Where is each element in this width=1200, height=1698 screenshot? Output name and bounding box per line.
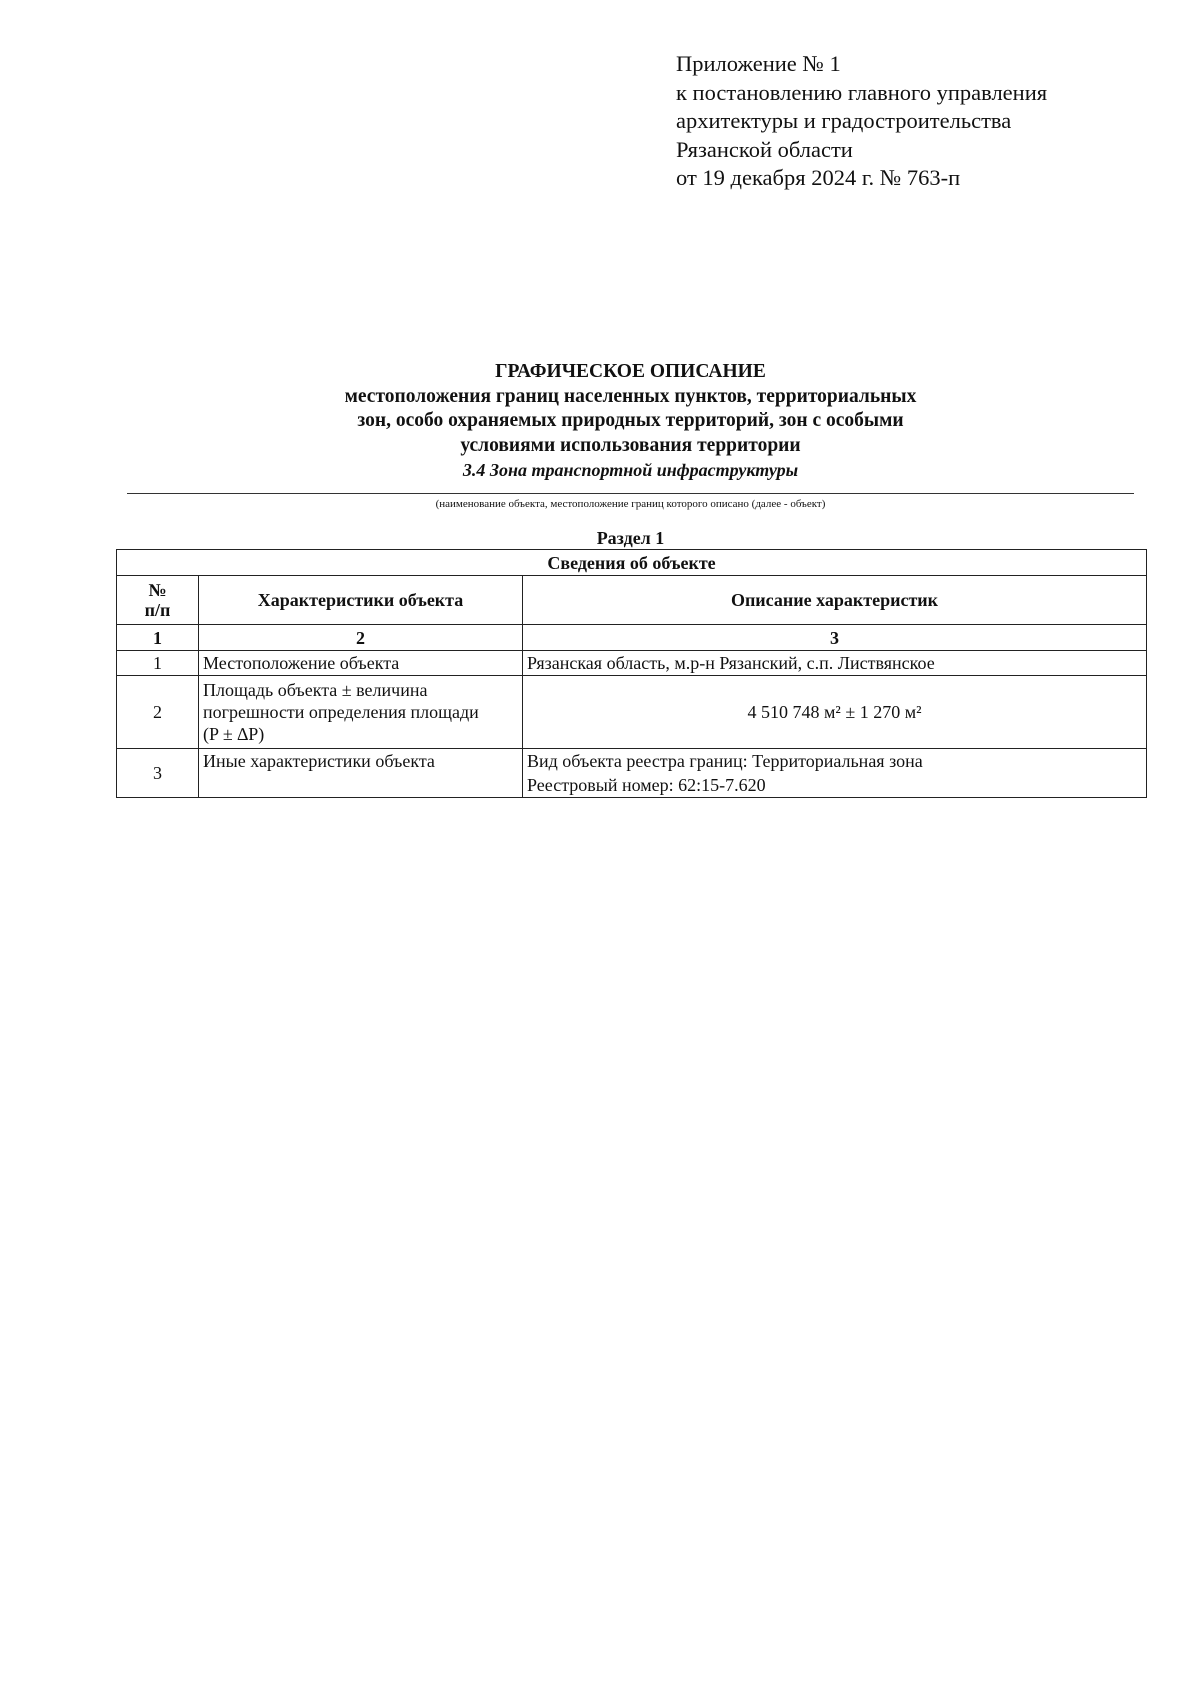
row-characteristic xyxy=(199,651,523,676)
table-caption-row xyxy=(117,550,1147,576)
row-characteristic xyxy=(199,749,523,798)
document-title: ГРАФИЧЕСКОЕ ОПИСАНИЕ xyxy=(495,361,766,382)
header-characteristic: Характеристики объекта xyxy=(199,576,523,625)
object-info-table xyxy=(116,549,1147,798)
characteristic-line: Местоположение объекта xyxy=(203,653,400,673)
row-description xyxy=(523,676,1147,749)
description-line: Реестровый номер: 62:15-7.620 xyxy=(527,775,766,795)
section-title: Раздел 1 xyxy=(596,528,665,548)
table-row xyxy=(117,676,1147,749)
row-description xyxy=(523,749,1147,798)
appendix-line: к постановлению главного управления xyxy=(676,79,1048,105)
document-heading xyxy=(127,360,1134,482)
table-caption: Сведения об объекте xyxy=(117,550,1147,576)
characteristic-line: Площадь объекта ± величина xyxy=(203,680,428,700)
header-number xyxy=(117,576,199,625)
appendix-block xyxy=(676,50,1047,193)
row-description xyxy=(523,651,1147,676)
appendix-line: архитектуры и градостроительства xyxy=(676,108,1012,133)
row-number: 1 xyxy=(117,651,199,676)
row-number: 2 xyxy=(117,676,199,749)
row-characteristic xyxy=(199,676,523,749)
header-description: Описание характеристик xyxy=(523,576,1147,625)
characteristic-line: погрешности определения площади xyxy=(203,702,479,722)
table-row xyxy=(117,651,1147,676)
object-name: 3.4 Зона транспортной инфраструктуры xyxy=(462,460,799,480)
header-number-line: № xyxy=(148,580,167,600)
table-row xyxy=(117,749,1147,798)
characteristic-line: (P ± ∆P) xyxy=(203,724,265,744)
column-number: 2 xyxy=(199,625,523,651)
column-number-row xyxy=(117,625,1147,651)
description-line: Рязанская область, м.р-н Рязанский, с.п. Листвянское xyxy=(527,653,935,673)
document-subtitle xyxy=(127,385,1134,459)
header-number-line: п/п xyxy=(144,600,171,620)
column-number: 3 xyxy=(523,625,1147,651)
row-number: 3 xyxy=(117,749,199,798)
subtitle-line: условиями использования территории xyxy=(460,434,801,456)
object-name-underline xyxy=(127,493,1134,494)
characteristic-line: Иные характеристики объекта xyxy=(203,751,435,771)
appendix-line: Рязанской области xyxy=(676,136,853,162)
appendix-line: Приложение № 1 xyxy=(676,51,841,76)
column-number: 1 xyxy=(117,625,199,651)
description-line: 4 510 748 м² ± 1 270 м² xyxy=(747,702,922,722)
subtitle-line: зон, особо охраняемых природных территорий, зон с особыми xyxy=(357,410,904,431)
description-line: Вид объекта реестра границ: Территориальная зона xyxy=(527,751,923,771)
object-caption: (наименование объекта, местоположение границ которого описано (далее - объект) xyxy=(435,498,826,510)
subtitle-line: местоположения границ населенных пунктов, территориальных xyxy=(344,385,917,407)
appendix-line: от 19 декабря 2024 г. № 763-п xyxy=(676,165,961,190)
table-header-row xyxy=(117,576,1147,625)
